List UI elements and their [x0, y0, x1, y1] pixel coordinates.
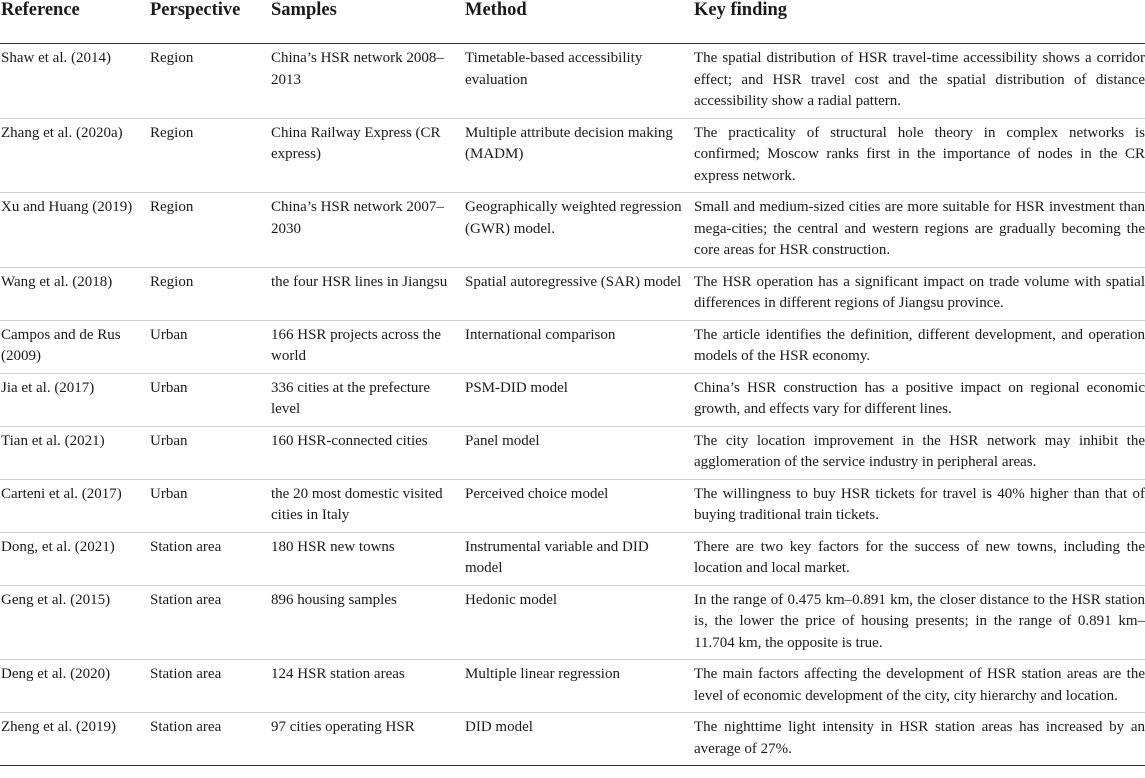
- cell-reference: Campos and de Rus (2009): [1, 326, 121, 364]
- header-samples: Samples: [271, 0, 465, 44]
- cell-perspective: Station area: [150, 538, 222, 555]
- cell-samples: 166 HSR projects across the world: [271, 326, 441, 364]
- cell-perspective: Station area: [150, 719, 222, 735]
- cell-method: Perceived choice model: [465, 485, 609, 502]
- cell-method: DID model: [465, 719, 533, 735]
- table-row: [0, 585, 1145, 660]
- cell-samples: 97 cities operating HSR: [271, 719, 415, 735]
- cell-method: International comparison: [465, 326, 616, 343]
- cell-method: Geographically weighted regression (GWR) model.: [465, 199, 682, 237]
- cell-perspective: Region: [150, 50, 194, 66]
- table-row: [0, 532, 1145, 585]
- cell-samples: China’s HSR network 2007–2030: [271, 199, 444, 237]
- cell-perspective: Urban: [150, 485, 188, 502]
- header-key-finding: Key finding: [694, 0, 1145, 44]
- cell-reference: Shaw et al. (2014): [1, 50, 111, 66]
- cell-method: Spatial autoregressive (SAR) model: [465, 273, 682, 290]
- cell-key-finding: China’s HSR construction has a positive impact on regional economic growth, and effects vary for different lines.: [694, 379, 1145, 417]
- cell-method: Timetable-based accessibility evaluation: [465, 50, 643, 88]
- cell-key-finding: The article identifies the definition, different development, and operation models of the HSR economy.: [694, 326, 1145, 364]
- table-row: [0, 479, 1145, 532]
- cell-reference: Carteni et al. (2017): [1, 485, 122, 502]
- cell-perspective: Region: [150, 199, 194, 215]
- cell-perspective: Region: [150, 124, 194, 141]
- cell-reference: Geng et al. (2015): [1, 591, 111, 608]
- table-row: [0, 44, 1145, 119]
- cell-reference: Zhang et al. (2020a): [1, 124, 123, 141]
- table-header: [0, 0, 1145, 44]
- cell-samples: 896 housing samples: [271, 591, 397, 608]
- cell-key-finding: The practicality of structural hole theory in complex networks is confirmed; Moscow ranks first in the importance of nodes in the CR express network.: [694, 124, 1145, 184]
- cell-key-finding: The main factors affecting the development of HSR station areas are the level of economic development of the city, city hierarchy and location.: [694, 666, 1145, 704]
- table-row: [0, 267, 1145, 320]
- cell-reference: Wang et al. (2018): [1, 273, 113, 290]
- cell-key-finding: Small and medium-sized cities are more suitable for HSR investment than mega-cities; the central and western regions are gradually becoming the core areas for HSR construction.: [694, 199, 1145, 258]
- cell-perspective: Urban: [150, 326, 188, 343]
- cell-method: Panel model: [465, 432, 540, 449]
- cell-samples: the 20 most domestic visited cities in Italy: [271, 485, 443, 523]
- cell-samples: 336 cities at the prefecture level: [271, 379, 431, 417]
- table-row: [0, 118, 1145, 193]
- header-reference: Reference: [0, 0, 150, 44]
- cell-reference: Zheng et al. (2019): [1, 719, 116, 735]
- cell-reference: Dong, et al. (2021): [1, 538, 115, 555]
- table-row: [0, 373, 1145, 426]
- table-row: [0, 713, 1145, 766]
- cell-perspective: Urban: [150, 432, 188, 449]
- cell-key-finding: In the range of 0.475 km–0.891 km, the closer distance to the HSR station is, the lower the price of housing presents; in the range of 0.891 km–11.704 km, the opposite is true.: [694, 591, 1145, 651]
- cell-samples: the four HSR lines in Jiangsu: [271, 273, 448, 290]
- cell-samples: China Railway Express (CR express): [271, 124, 441, 162]
- cell-key-finding: There are two key factors for the success of new towns, including the location and local market.: [694, 538, 1145, 576]
- cell-samples: 160 HSR-connected cities: [271, 432, 428, 449]
- cell-perspective: Station area: [150, 666, 222, 682]
- cell-key-finding: The city location improvement in the HSR network may inhibit the agglomeration of the service industry in peripheral areas.: [694, 432, 1145, 470]
- cell-key-finding: The HSR operation has a significant impact on trade volume with spatial differences in different regions of Jiangsu province.: [694, 273, 1145, 311]
- table-body: [0, 44, 1145, 766]
- cell-samples: 124 HSR station areas: [271, 666, 405, 682]
- cell-key-finding: The willingness to buy HSR tickets for travel is 40% higher than that of buying traditional train tickets.: [694, 485, 1145, 523]
- cell-perspective: Station area: [150, 591, 222, 608]
- cell-perspective: Urban: [150, 379, 188, 396]
- header-row: [0, 0, 1145, 44]
- cell-method: PSM-DID model: [465, 379, 568, 396]
- header-method: Method: [465, 0, 694, 44]
- cell-key-finding: The nighttime light intensity in HSR station areas has increased by an average of 27%.: [694, 719, 1145, 757]
- cell-perspective: Region: [150, 273, 194, 290]
- table-row: [0, 193, 1145, 268]
- table-row: [0, 320, 1145, 373]
- cell-reference: Xu and Huang (2019): [1, 199, 133, 215]
- cell-method: Hedonic model: [465, 591, 558, 608]
- cell-samples: 180 HSR new towns: [271, 538, 395, 555]
- cell-reference: Tian et al. (2021): [1, 432, 105, 449]
- cell-method: Instrumental variable and DID model: [465, 538, 649, 576]
- cell-reference: Jia et al. (2017): [1, 379, 95, 396]
- table-row: [0, 660, 1145, 713]
- table-row: [0, 426, 1145, 479]
- header-perspective: Perspective: [150, 0, 271, 44]
- cell-method: Multiple attribute decision making (MADM): [465, 124, 673, 162]
- cell-reference: Deng et al. (2020): [1, 666, 111, 682]
- cell-key-finding: The spatial distribution of HSR travel-time accessibility shows a corridor effect; and HSR travel cost and the spatial distribution of distance accessibility show a radial pattern.: [694, 50, 1145, 109]
- cell-samples: China’s HSR network 2008–2013: [271, 50, 444, 88]
- cell-method: Multiple linear regression: [465, 666, 620, 682]
